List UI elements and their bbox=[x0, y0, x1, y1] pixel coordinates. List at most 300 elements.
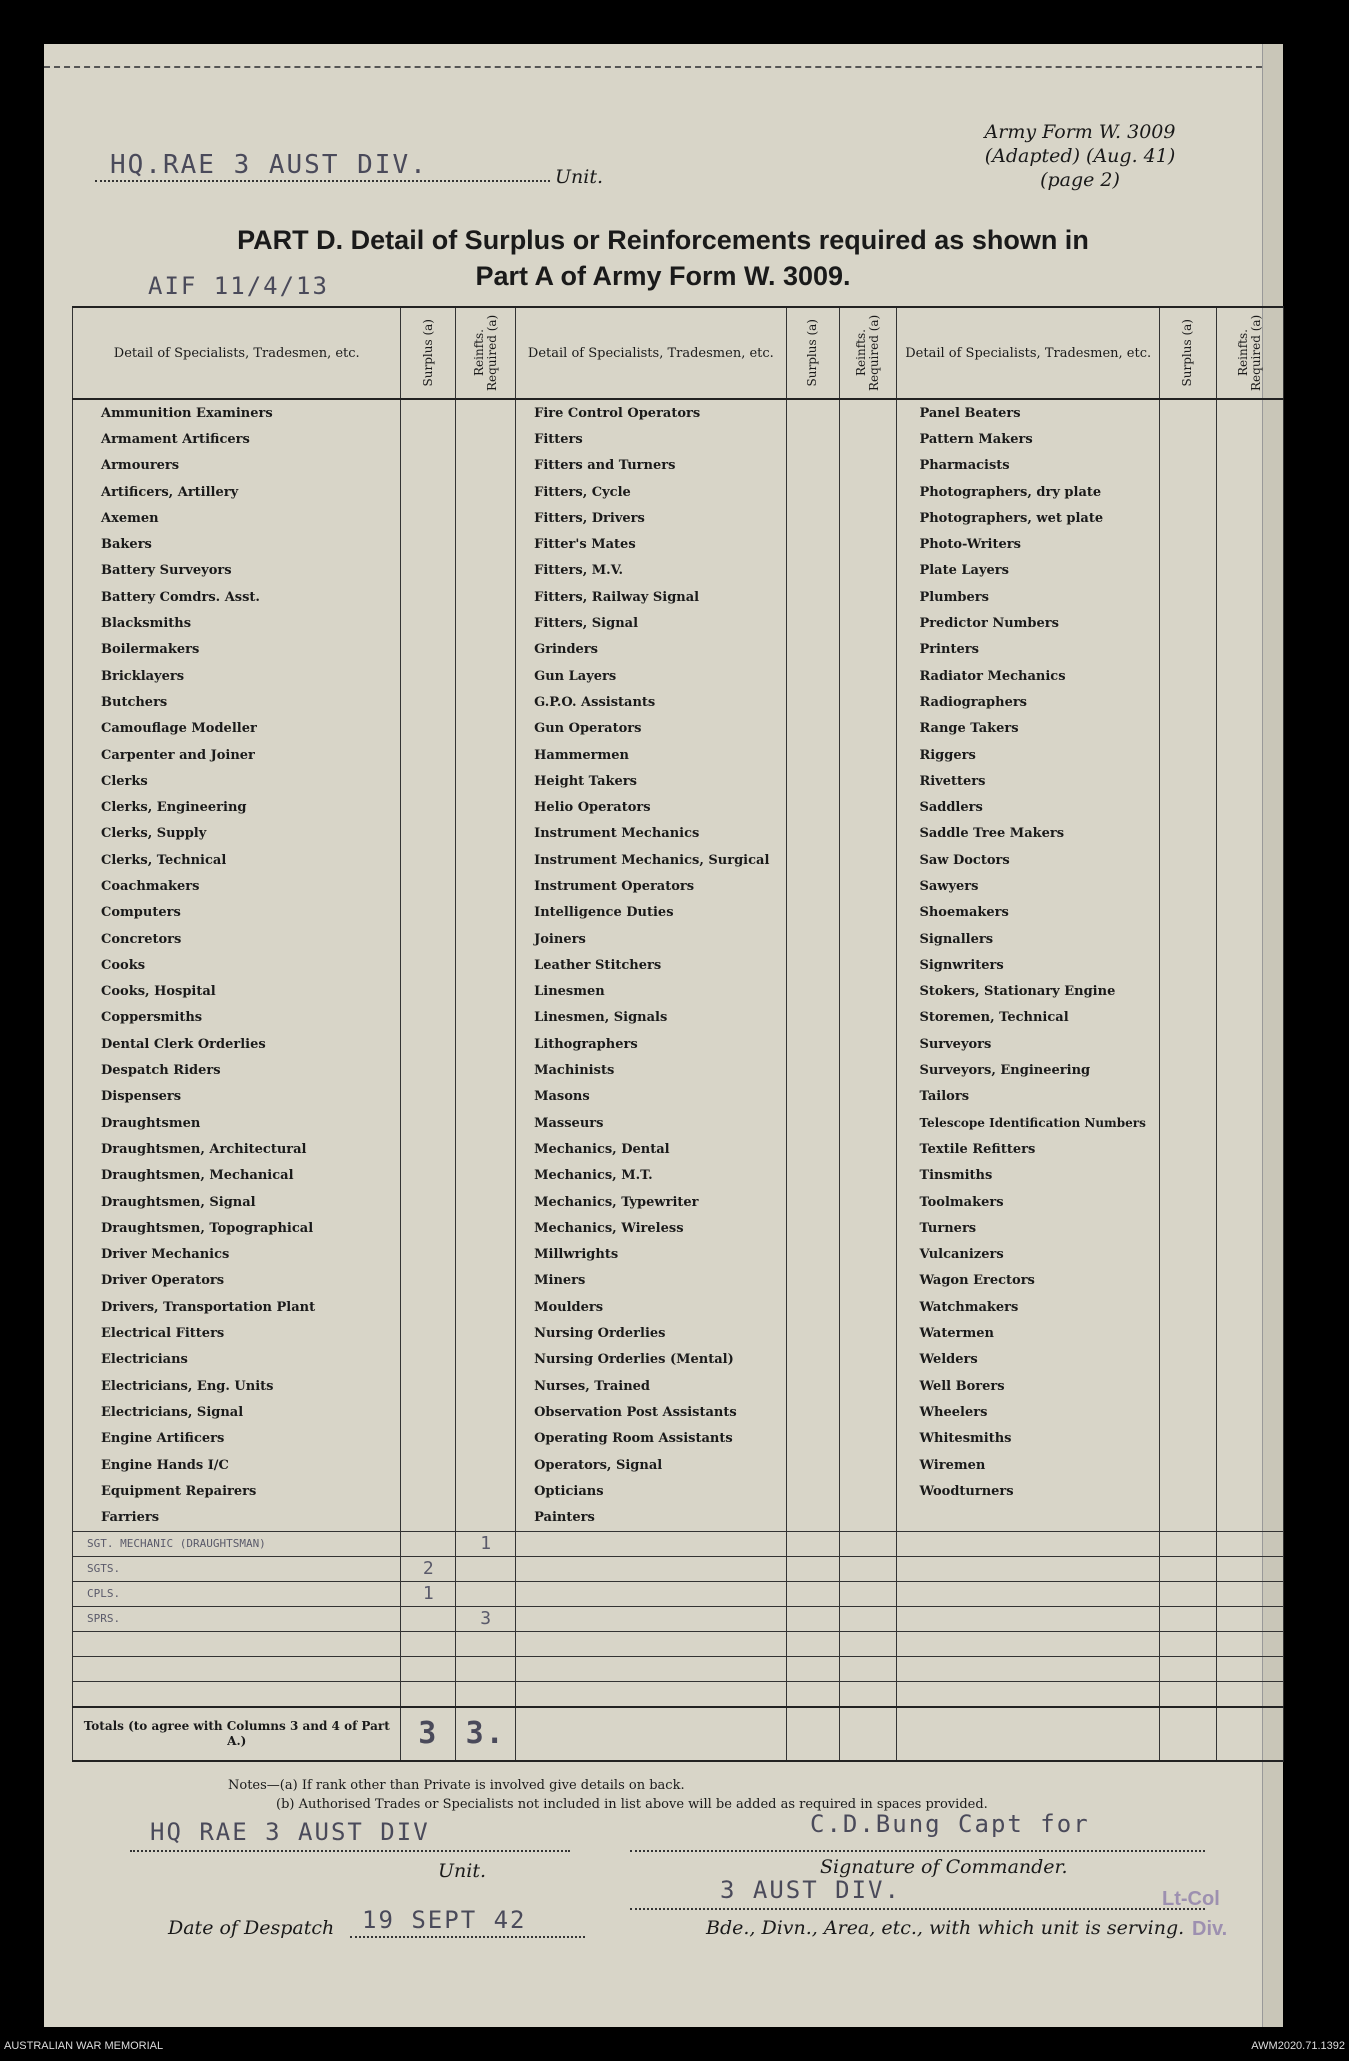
reinfts-cell[interactable] bbox=[840, 453, 897, 479]
reinfts-cell[interactable] bbox=[840, 399, 897, 426]
surplus-cell[interactable] bbox=[786, 1426, 839, 1452]
reinfts-cell[interactable] bbox=[1216, 610, 1283, 636]
surplus-cell[interactable] bbox=[401, 1189, 456, 1215]
surplus-cell[interactable] bbox=[1159, 1373, 1216, 1399]
surplus-cell[interactable] bbox=[786, 1452, 839, 1478]
surplus-cell[interactable] bbox=[1159, 1163, 1216, 1189]
surplus-cell[interactable] bbox=[786, 1084, 839, 1110]
reinfts-cell[interactable] bbox=[840, 926, 897, 952]
reinfts-cell[interactable] bbox=[1216, 847, 1283, 873]
surplus-cell[interactable] bbox=[401, 453, 456, 479]
reinfts-cell[interactable] bbox=[840, 1189, 897, 1215]
reinfts-cell[interactable] bbox=[456, 1084, 516, 1110]
surplus-cell[interactable] bbox=[401, 952, 456, 978]
surplus-cell[interactable] bbox=[786, 926, 839, 952]
surplus-cell[interactable] bbox=[1159, 794, 1216, 820]
reinfts-cell[interactable] bbox=[456, 453, 516, 479]
surplus-cell[interactable] bbox=[786, 979, 839, 1005]
reinfts-cell[interactable] bbox=[1216, 794, 1283, 820]
reinfts-cell[interactable] bbox=[1216, 1347, 1283, 1373]
surplus-cell[interactable] bbox=[401, 1452, 456, 1478]
empty-cell[interactable] bbox=[840, 1531, 897, 1556]
surplus-cell[interactable] bbox=[786, 821, 839, 847]
surplus-cell[interactable] bbox=[1159, 979, 1216, 1005]
surplus-cell[interactable] bbox=[1159, 768, 1216, 794]
reinfts-cell[interactable] bbox=[1216, 768, 1283, 794]
surplus-cell[interactable] bbox=[786, 1320, 839, 1346]
extra-detail-cell[interactable]: CPLS. bbox=[73, 1581, 401, 1606]
empty-cell[interactable] bbox=[1159, 1531, 1216, 1556]
reinfts-cell[interactable] bbox=[840, 716, 897, 742]
extra-reinfts-cell[interactable] bbox=[456, 1656, 516, 1681]
surplus-cell[interactable] bbox=[1159, 399, 1216, 426]
extra-detail-cell[interactable] bbox=[73, 1681, 401, 1707]
reinfts-cell[interactable] bbox=[840, 847, 897, 873]
surplus-cell[interactable] bbox=[1159, 453, 1216, 479]
reinfts-cell[interactable] bbox=[840, 1163, 897, 1189]
surplus-cell[interactable] bbox=[401, 900, 456, 926]
empty-cell[interactable] bbox=[516, 1581, 786, 1606]
reinfts-cell[interactable] bbox=[1216, 1005, 1283, 1031]
surplus-cell[interactable] bbox=[1159, 1347, 1216, 1373]
reinfts-cell[interactable] bbox=[840, 1005, 897, 1031]
surplus-cell[interactable] bbox=[401, 1347, 456, 1373]
extra-surplus-cell[interactable] bbox=[401, 1531, 456, 1556]
reinfts-cell[interactable] bbox=[456, 1136, 516, 1162]
reinfts-cell[interactable] bbox=[456, 979, 516, 1005]
reinfts-cell[interactable] bbox=[1216, 1294, 1283, 1320]
reinfts-cell[interactable] bbox=[840, 1110, 897, 1136]
surplus-cell[interactable] bbox=[401, 1399, 456, 1425]
surplus-cell[interactable] bbox=[786, 716, 839, 742]
surplus-cell[interactable] bbox=[401, 637, 456, 663]
reinfts-cell[interactable] bbox=[1216, 637, 1283, 663]
reinfts-cell[interactable] bbox=[456, 1031, 516, 1057]
empty-cell[interactable] bbox=[786, 1556, 839, 1581]
surplus-cell[interactable] bbox=[401, 1005, 456, 1031]
reinfts-cell[interactable] bbox=[456, 426, 516, 452]
reinfts-cell[interactable] bbox=[840, 794, 897, 820]
reinfts-cell[interactable] bbox=[456, 1399, 516, 1425]
surplus-cell[interactable] bbox=[401, 926, 456, 952]
reinfts-cell[interactable] bbox=[840, 663, 897, 689]
reinfts-cell[interactable] bbox=[1216, 584, 1283, 610]
surplus-cell[interactable] bbox=[1159, 716, 1216, 742]
reinfts-cell[interactable] bbox=[1216, 689, 1283, 715]
surplus-cell[interactable] bbox=[786, 1268, 839, 1294]
surplus-cell[interactable] bbox=[786, 1504, 839, 1531]
extra-surplus-cell[interactable] bbox=[401, 1681, 456, 1707]
surplus-cell[interactable] bbox=[401, 505, 456, 531]
reinfts-cell[interactable] bbox=[840, 1478, 897, 1504]
reinfts-cell[interactable] bbox=[1216, 426, 1283, 452]
reinfts-cell[interactable] bbox=[1216, 1320, 1283, 1346]
reinfts-cell[interactable] bbox=[1216, 742, 1283, 768]
reinfts-cell[interactable] bbox=[1216, 1426, 1283, 1452]
empty-cell[interactable] bbox=[897, 1556, 1160, 1581]
reinfts-cell[interactable] bbox=[840, 1426, 897, 1452]
reinfts-cell[interactable] bbox=[456, 610, 516, 636]
surplus-cell[interactable] bbox=[401, 1136, 456, 1162]
reinfts-cell[interactable] bbox=[456, 900, 516, 926]
reinfts-cell[interactable] bbox=[840, 426, 897, 452]
surplus-cell[interactable] bbox=[786, 1215, 839, 1241]
empty-cell[interactable] bbox=[1216, 1631, 1283, 1656]
surplus-cell[interactable] bbox=[786, 847, 839, 873]
empty-cell[interactable] bbox=[516, 1656, 786, 1681]
extra-surplus-cell[interactable] bbox=[401, 1656, 456, 1681]
reinfts-cell[interactable] bbox=[840, 1136, 897, 1162]
empty-cell[interactable] bbox=[897, 1581, 1160, 1606]
reinfts-cell[interactable] bbox=[1216, 505, 1283, 531]
reinfts-cell[interactable] bbox=[840, 742, 897, 768]
surplus-cell[interactable] bbox=[786, 584, 839, 610]
reinfts-cell[interactable] bbox=[456, 1320, 516, 1346]
surplus-cell[interactable] bbox=[1159, 610, 1216, 636]
surplus-cell[interactable] bbox=[401, 1504, 456, 1531]
empty-cell[interactable] bbox=[786, 1681, 839, 1707]
reinfts-cell[interactable] bbox=[456, 1347, 516, 1373]
reinfts-cell[interactable] bbox=[1216, 399, 1283, 426]
reinfts-cell[interactable] bbox=[456, 1215, 516, 1241]
reinfts-cell[interactable] bbox=[840, 821, 897, 847]
reinfts-cell[interactable] bbox=[456, 663, 516, 689]
surplus-cell[interactable] bbox=[1159, 584, 1216, 610]
reinfts-cell[interactable] bbox=[1216, 1110, 1283, 1136]
surplus-cell[interactable] bbox=[401, 558, 456, 584]
empty-cell[interactable] bbox=[840, 1581, 897, 1606]
surplus-cell[interactable] bbox=[786, 1294, 839, 1320]
surplus-cell[interactable] bbox=[401, 479, 456, 505]
surplus-cell[interactable] bbox=[1159, 1242, 1216, 1268]
surplus-cell[interactable] bbox=[786, 1189, 839, 1215]
extra-surplus-cell[interactable]: 2 bbox=[401, 1556, 456, 1581]
surplus-cell[interactable] bbox=[1159, 1478, 1216, 1504]
reinfts-cell[interactable] bbox=[840, 1452, 897, 1478]
reinfts-cell[interactable] bbox=[456, 1005, 516, 1031]
reinfts-cell[interactable] bbox=[456, 873, 516, 899]
reinfts-cell[interactable] bbox=[1216, 1452, 1283, 1478]
surplus-cell[interactable] bbox=[401, 1110, 456, 1136]
surplus-cell[interactable] bbox=[786, 453, 839, 479]
surplus-cell[interactable] bbox=[401, 716, 456, 742]
surplus-cell[interactable] bbox=[1159, 1110, 1216, 1136]
reinfts-cell[interactable] bbox=[840, 1084, 897, 1110]
extra-detail-cell[interactable]: SGTS. bbox=[73, 1556, 401, 1581]
empty-cell[interactable] bbox=[786, 1531, 839, 1556]
reinfts-cell[interactable] bbox=[1216, 979, 1283, 1005]
empty-cell[interactable] bbox=[897, 1656, 1160, 1681]
surplus-cell[interactable] bbox=[401, 663, 456, 689]
reinfts-cell[interactable] bbox=[1216, 1136, 1283, 1162]
empty-cell[interactable] bbox=[897, 1681, 1160, 1707]
reinfts-cell[interactable] bbox=[840, 1031, 897, 1057]
reinfts-cell[interactable] bbox=[840, 610, 897, 636]
surplus-cell[interactable] bbox=[1159, 1294, 1216, 1320]
surplus-cell[interactable] bbox=[401, 426, 456, 452]
reinfts-cell[interactable] bbox=[840, 479, 897, 505]
surplus-cell[interactable] bbox=[786, 1031, 839, 1057]
reinfts-cell[interactable] bbox=[840, 1242, 897, 1268]
surplus-cell[interactable] bbox=[1159, 637, 1216, 663]
empty-cell[interactable] bbox=[1159, 1681, 1216, 1707]
reinfts-cell[interactable] bbox=[1216, 952, 1283, 978]
reinfts-cell[interactable] bbox=[1216, 1215, 1283, 1241]
surplus-cell[interactable] bbox=[1159, 558, 1216, 584]
empty-cell[interactable] bbox=[897, 1531, 1160, 1556]
empty-cell[interactable] bbox=[1216, 1581, 1283, 1606]
surplus-cell[interactable] bbox=[1159, 900, 1216, 926]
reinfts-cell[interactable] bbox=[1216, 821, 1283, 847]
extra-detail-cell[interactable] bbox=[73, 1631, 401, 1656]
surplus-cell[interactable] bbox=[786, 873, 839, 899]
reinfts-cell[interactable] bbox=[1216, 1399, 1283, 1425]
surplus-cell[interactable] bbox=[401, 1215, 456, 1241]
reinfts-cell[interactable] bbox=[456, 768, 516, 794]
reinfts-cell[interactable] bbox=[456, 1268, 516, 1294]
extra-surplus-cell[interactable] bbox=[401, 1631, 456, 1656]
reinfts-cell[interactable] bbox=[456, 952, 516, 978]
surplus-cell[interactable] bbox=[1159, 952, 1216, 978]
reinfts-cell[interactable] bbox=[1216, 926, 1283, 952]
surplus-cell[interactable] bbox=[1159, 1189, 1216, 1215]
reinfts-cell[interactable] bbox=[456, 558, 516, 584]
surplus-cell[interactable] bbox=[1159, 531, 1216, 557]
empty-cell[interactable] bbox=[840, 1606, 897, 1631]
empty-cell[interactable] bbox=[1159, 1656, 1216, 1681]
surplus-cell[interactable] bbox=[1159, 821, 1216, 847]
reinfts-cell[interactable] bbox=[456, 1163, 516, 1189]
empty-cell[interactable] bbox=[1216, 1556, 1283, 1581]
surplus-cell[interactable] bbox=[1159, 479, 1216, 505]
empty-cell[interactable] bbox=[1216, 1681, 1283, 1707]
empty-cell[interactable] bbox=[840, 1656, 897, 1681]
surplus-cell[interactable] bbox=[786, 1373, 839, 1399]
surplus-cell[interactable] bbox=[1159, 742, 1216, 768]
extra-surplus-cell[interactable]: 1 bbox=[401, 1581, 456, 1606]
reinfts-cell[interactable] bbox=[1216, 453, 1283, 479]
extra-reinfts-cell[interactable] bbox=[456, 1581, 516, 1606]
reinfts-cell[interactable] bbox=[456, 716, 516, 742]
surplus-cell[interactable] bbox=[786, 742, 839, 768]
surplus-cell[interactable] bbox=[401, 399, 456, 426]
empty-cell[interactable] bbox=[516, 1681, 786, 1707]
surplus-cell[interactable] bbox=[786, 637, 839, 663]
reinfts-cell[interactable] bbox=[1216, 558, 1283, 584]
surplus-cell[interactable] bbox=[1159, 847, 1216, 873]
reinfts-cell[interactable] bbox=[456, 821, 516, 847]
reinfts-cell[interactable] bbox=[840, 1057, 897, 1083]
surplus-cell[interactable] bbox=[401, 1320, 456, 1346]
surplus-cell[interactable] bbox=[1159, 426, 1216, 452]
reinfts-cell[interactable] bbox=[456, 399, 516, 426]
surplus-cell[interactable] bbox=[1159, 1215, 1216, 1241]
empty-cell[interactable] bbox=[786, 1581, 839, 1606]
surplus-cell[interactable] bbox=[786, 1163, 839, 1189]
surplus-cell[interactable] bbox=[786, 558, 839, 584]
empty-cell[interactable] bbox=[786, 1631, 839, 1656]
reinfts-cell[interactable] bbox=[1216, 1057, 1283, 1083]
reinfts-cell[interactable] bbox=[840, 584, 897, 610]
surplus-cell[interactable] bbox=[786, 794, 839, 820]
reinfts-cell[interactable] bbox=[1216, 1504, 1283, 1531]
surplus-cell[interactable] bbox=[786, 399, 839, 426]
reinfts-cell[interactable] bbox=[840, 900, 897, 926]
empty-cell[interactable] bbox=[1216, 1656, 1283, 1681]
extra-detail-cell[interactable] bbox=[73, 1656, 401, 1681]
extra-reinfts-cell[interactable]: 1 bbox=[456, 1531, 516, 1556]
reinfts-cell[interactable] bbox=[456, 1294, 516, 1320]
surplus-cell[interactable] bbox=[786, 1242, 839, 1268]
empty-cell[interactable] bbox=[897, 1606, 1160, 1631]
extra-surplus-cell[interactable] bbox=[401, 1606, 456, 1631]
empty-cell[interactable] bbox=[786, 1656, 839, 1681]
surplus-cell[interactable] bbox=[401, 979, 456, 1005]
surplus-cell[interactable] bbox=[401, 584, 456, 610]
surplus-cell[interactable] bbox=[401, 1084, 456, 1110]
surplus-cell[interactable] bbox=[1159, 873, 1216, 899]
reinfts-cell[interactable] bbox=[840, 689, 897, 715]
reinfts-cell[interactable] bbox=[456, 847, 516, 873]
surplus-cell[interactable] bbox=[401, 531, 456, 557]
reinfts-cell[interactable] bbox=[456, 1373, 516, 1399]
surplus-cell[interactable] bbox=[401, 821, 456, 847]
reinfts-cell[interactable] bbox=[840, 1268, 897, 1294]
reinfts-cell[interactable] bbox=[840, 768, 897, 794]
empty-cell[interactable] bbox=[1159, 1556, 1216, 1581]
reinfts-cell[interactable] bbox=[456, 1426, 516, 1452]
reinfts-cell[interactable] bbox=[1216, 479, 1283, 505]
surplus-cell[interactable] bbox=[786, 952, 839, 978]
extra-reinfts-cell[interactable] bbox=[456, 1556, 516, 1581]
reinfts-cell[interactable] bbox=[1216, 1242, 1283, 1268]
surplus-cell[interactable] bbox=[401, 1373, 456, 1399]
reinfts-cell[interactable] bbox=[456, 637, 516, 663]
reinfts-cell[interactable] bbox=[840, 531, 897, 557]
reinfts-cell[interactable] bbox=[840, 1373, 897, 1399]
extra-reinfts-cell[interactable] bbox=[456, 1631, 516, 1656]
surplus-cell[interactable] bbox=[786, 1057, 839, 1083]
surplus-cell[interactable] bbox=[786, 479, 839, 505]
empty-cell[interactable] bbox=[516, 1556, 786, 1581]
surplus-cell[interactable] bbox=[401, 1031, 456, 1057]
surplus-cell[interactable] bbox=[1159, 505, 1216, 531]
reinfts-cell[interactable] bbox=[840, 1347, 897, 1373]
surplus-cell[interactable] bbox=[1159, 1504, 1216, 1531]
surplus-cell[interactable] bbox=[1159, 1084, 1216, 1110]
extra-detail-cell[interactable]: SGT. MECHANIC (DRAUGHTSMAN) bbox=[73, 1531, 401, 1556]
surplus-cell[interactable] bbox=[786, 1478, 839, 1504]
empty-cell[interactable] bbox=[897, 1631, 1160, 1656]
reinfts-cell[interactable] bbox=[1216, 1031, 1283, 1057]
empty-cell[interactable] bbox=[1159, 1606, 1216, 1631]
extra-reinfts-cell[interactable] bbox=[456, 1681, 516, 1707]
reinfts-cell[interactable] bbox=[1216, 531, 1283, 557]
surplus-cell[interactable] bbox=[1159, 1031, 1216, 1057]
surplus-cell[interactable] bbox=[1159, 1320, 1216, 1346]
surplus-cell[interactable] bbox=[401, 768, 456, 794]
extra-detail-cell[interactable]: SPRS. bbox=[73, 1606, 401, 1631]
reinfts-cell[interactable] bbox=[456, 1504, 516, 1531]
surplus-cell[interactable] bbox=[1159, 926, 1216, 952]
surplus-cell[interactable] bbox=[786, 1136, 839, 1162]
empty-cell[interactable] bbox=[1216, 1531, 1283, 1556]
reinfts-cell[interactable] bbox=[840, 979, 897, 1005]
surplus-cell[interactable] bbox=[401, 1294, 456, 1320]
reinfts-cell[interactable] bbox=[1216, 1163, 1283, 1189]
reinfts-cell[interactable] bbox=[456, 742, 516, 768]
reinfts-cell[interactable] bbox=[840, 558, 897, 584]
reinfts-cell[interactable] bbox=[456, 926, 516, 952]
reinfts-cell[interactable] bbox=[456, 479, 516, 505]
empty-cell[interactable] bbox=[786, 1606, 839, 1631]
reinfts-cell[interactable] bbox=[1216, 900, 1283, 926]
reinfts-cell[interactable] bbox=[1216, 873, 1283, 899]
surplus-cell[interactable] bbox=[1159, 1136, 1216, 1162]
reinfts-cell[interactable] bbox=[840, 1399, 897, 1425]
surplus-cell[interactable] bbox=[401, 1057, 456, 1083]
reinfts-cell[interactable] bbox=[840, 637, 897, 663]
surplus-cell[interactable] bbox=[1159, 1005, 1216, 1031]
reinfts-cell[interactable] bbox=[456, 794, 516, 820]
reinfts-cell[interactable] bbox=[456, 1057, 516, 1083]
surplus-cell[interactable] bbox=[401, 1426, 456, 1452]
reinfts-cell[interactable] bbox=[456, 1478, 516, 1504]
surplus-cell[interactable] bbox=[1159, 689, 1216, 715]
empty-cell[interactable] bbox=[1159, 1581, 1216, 1606]
extra-reinfts-cell[interactable]: 3 bbox=[456, 1606, 516, 1631]
surplus-cell[interactable] bbox=[401, 742, 456, 768]
reinfts-cell[interactable] bbox=[456, 1452, 516, 1478]
surplus-cell[interactable] bbox=[1159, 1399, 1216, 1425]
surplus-cell[interactable] bbox=[1159, 1452, 1216, 1478]
surplus-cell[interactable] bbox=[401, 1478, 456, 1504]
reinfts-cell[interactable] bbox=[840, 873, 897, 899]
surplus-cell[interactable] bbox=[786, 531, 839, 557]
reinfts-cell[interactable] bbox=[840, 1504, 897, 1531]
reinfts-cell[interactable] bbox=[456, 1110, 516, 1136]
reinfts-cell[interactable] bbox=[1216, 663, 1283, 689]
surplus-cell[interactable] bbox=[786, 1347, 839, 1373]
surplus-cell[interactable] bbox=[401, 1268, 456, 1294]
surplus-cell[interactable] bbox=[786, 689, 839, 715]
surplus-cell[interactable] bbox=[401, 1163, 456, 1189]
surplus-cell[interactable] bbox=[401, 847, 456, 873]
empty-cell[interactable] bbox=[516, 1606, 786, 1631]
reinfts-cell[interactable] bbox=[840, 952, 897, 978]
empty-cell[interactable] bbox=[1216, 1606, 1283, 1631]
reinfts-cell[interactable] bbox=[456, 1242, 516, 1268]
empty-cell[interactable] bbox=[840, 1681, 897, 1707]
surplus-cell[interactable] bbox=[786, 1005, 839, 1031]
surplus-cell[interactable] bbox=[1159, 663, 1216, 689]
surplus-cell[interactable] bbox=[786, 610, 839, 636]
surplus-cell[interactable] bbox=[401, 794, 456, 820]
surplus-cell[interactable] bbox=[786, 663, 839, 689]
reinfts-cell[interactable] bbox=[1216, 1189, 1283, 1215]
surplus-cell[interactable] bbox=[1159, 1268, 1216, 1294]
reinfts-cell[interactable] bbox=[1216, 1084, 1283, 1110]
reinfts-cell[interactable] bbox=[456, 1189, 516, 1215]
empty-cell[interactable] bbox=[516, 1631, 786, 1656]
reinfts-cell[interactable] bbox=[840, 1320, 897, 1346]
surplus-cell[interactable] bbox=[401, 610, 456, 636]
reinfts-cell[interactable] bbox=[456, 505, 516, 531]
reinfts-cell[interactable] bbox=[456, 689, 516, 715]
surplus-cell[interactable] bbox=[401, 689, 456, 715]
reinfts-cell[interactable] bbox=[840, 1294, 897, 1320]
surplus-cell[interactable] bbox=[786, 900, 839, 926]
